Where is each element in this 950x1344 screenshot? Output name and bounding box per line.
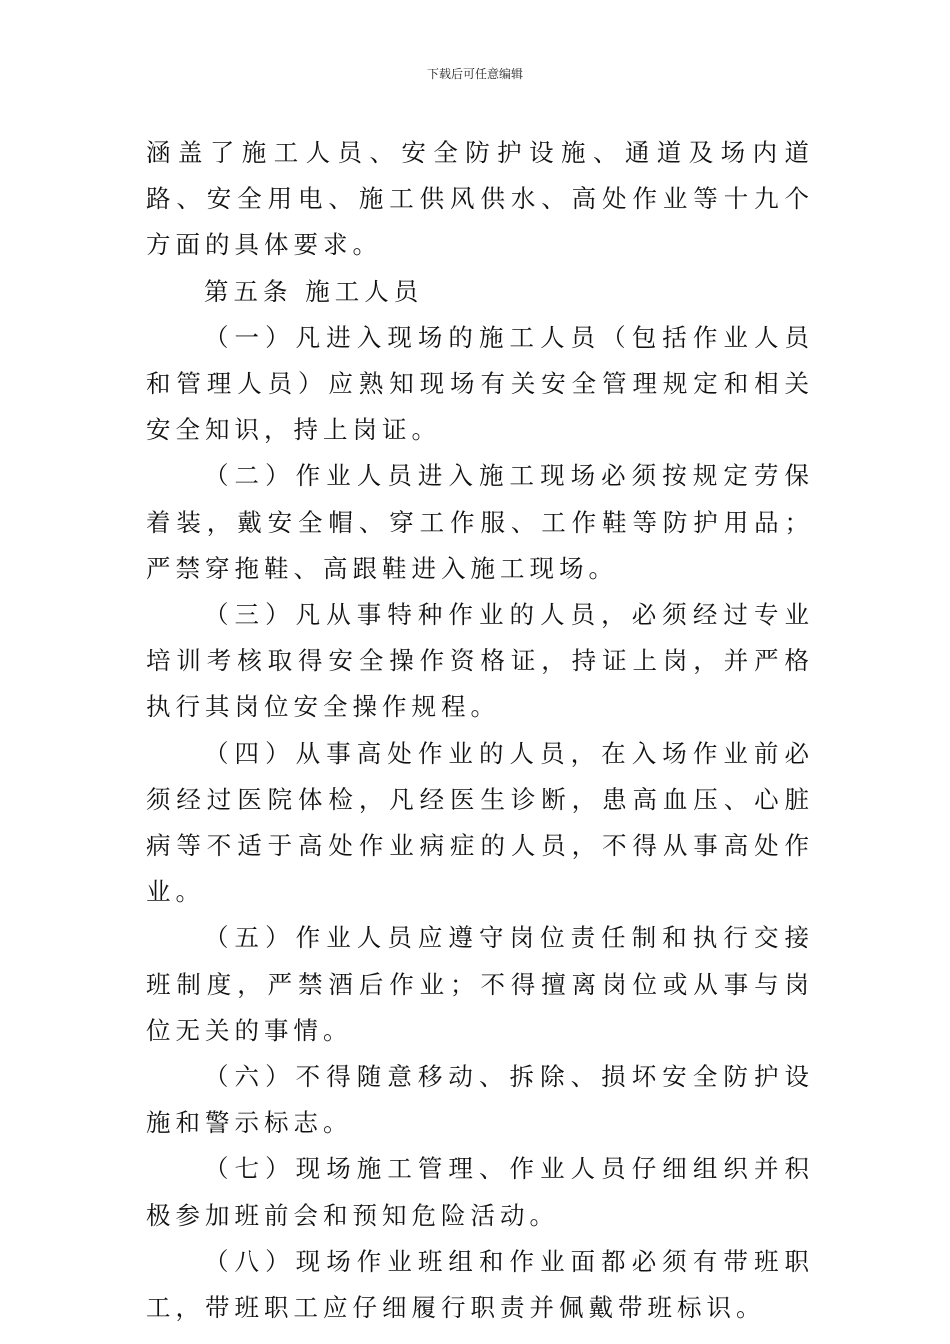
document-body (146, 130, 814, 1331)
paragraph-item-8: （八）现场作业班组和作业面都必须有带班职工，带班职工应仔细履行职责并佩戴带班标识。 (146, 1246, 814, 1323)
paragraph-item-5: （五）作业人员应遵守岗位责任制和执行交接班制度，严禁酒后作业；不得擅离岗位或从事与岗位无关的事情。 (146, 923, 814, 1045)
paragraph-item-7: （七）现场施工管理、作业人员仔细组织并积极参加班前会和预知危险活动。 (146, 1154, 814, 1230)
paragraph-item-1: （一）凡进入现场的施工人员（包括作业人员和管理人员）应熟知现场有关安全管理规定和相关安全知识，持上岗证。 (146, 322, 814, 445)
paragraph-item-3: （三）凡从事特种作业的人员，必须经过专业培训考核取得安全操作资格证，持证上岗，并严格执行其岗位安全操作规程。 (146, 600, 814, 722)
article-heading: 第五条 施工人员 (204, 276, 424, 306)
paragraph-item-6: （六）不得随意移动、拆除、损坏安全防护设施和警示标志。 (146, 1062, 814, 1138)
paragraph-item-2: （二）作业人员进入施工现场必须按规定劳保着装，戴安全帽、穿工作服、工作鞋等防护用品；严禁穿拖鞋、高跟鞋进入施工现场。 (146, 461, 814, 583)
paragraph-item-4: （四）从事高处作业的人员，在入场作业前必须经过医院体检，凡经医生诊断，患高血压、心脏病等不适于高处作业病症的人员，不得从事高处作业。 (146, 738, 814, 907)
paragraph-intro: 涵盖了施工人员、安全防护设施、通道及场内道路、安全用电、施工供风供水、高处作业等十九个方面的具体要求。 (146, 138, 814, 260)
page-header-note: 下载后可任意编辑 (426, 67, 523, 81)
